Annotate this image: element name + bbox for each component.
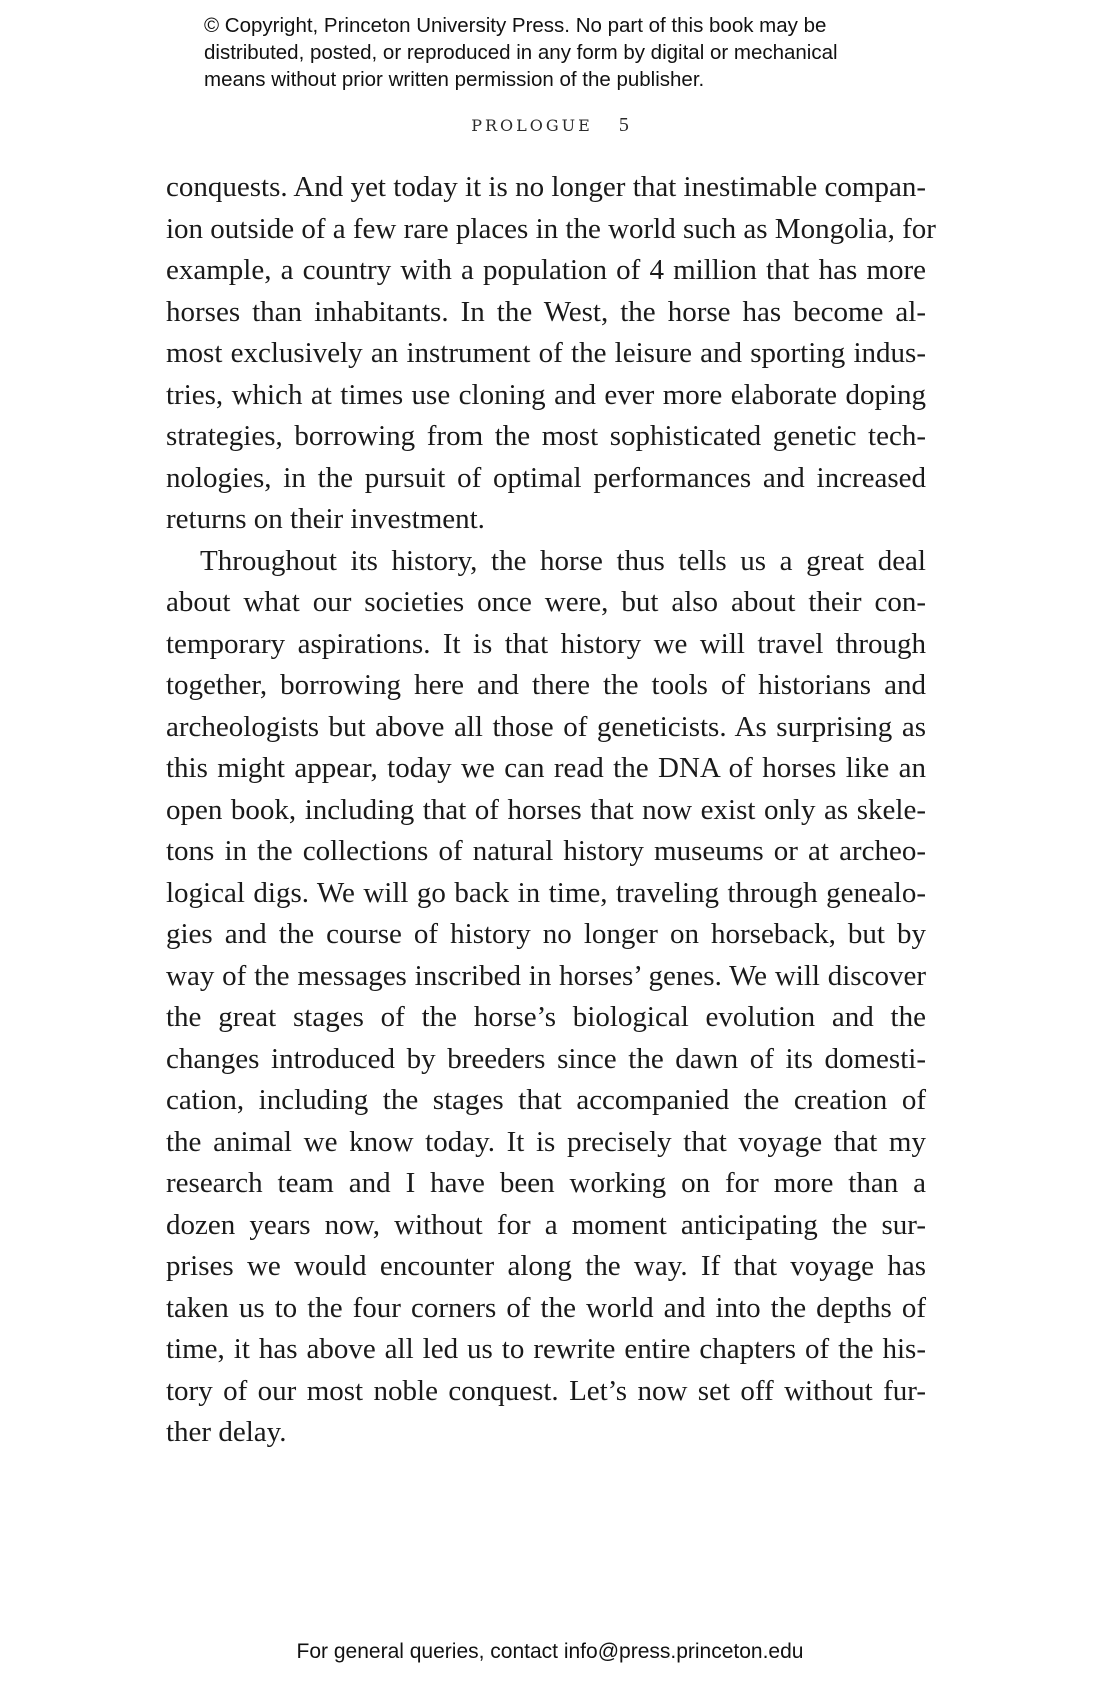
- text-line: open book, including that of horses that now exist only as skele-: [166, 793, 926, 826]
- text-line: conquests. And yet today it is no longer that inestimable compan-: [166, 171, 926, 203]
- paragraph: [166, 541, 926, 1454]
- text-line: dozen years now, without for a moment anticipating the sur-: [166, 1208, 926, 1241]
- text-line: time, it has above all led us to rewrite entire chapters of the his-: [166, 1333, 926, 1365]
- body-text: [166, 167, 936, 1454]
- footer-contact: For general queries, contact info@press.princeton.edu: [296, 1640, 804, 1663]
- text-line: cation, including the stages that accompanied the creation of: [166, 1084, 926, 1116]
- text-line: changes introduced by breeders since the dawn of its domesti-: [166, 1042, 926, 1075]
- text-line: ion outside of a few rare places in the world such as Mongolia, for: [166, 212, 936, 245]
- text-line: way of the messages inscribed in horses’ genes. We will discover: [166, 959, 926, 992]
- page-number: 5: [618, 114, 629, 136]
- text-line: tory of our most noble conquest. Let’s now set off without fur-: [166, 1374, 926, 1407]
- text-line: prises we would encounter along the way. If that voyage has: [166, 1250, 926, 1282]
- text-line: nologies, in the pursuit of optimal performances and increased: [166, 461, 926, 494]
- text-line: returns on their investment.: [166, 503, 485, 535]
- text-line: tries, which at times use cloning and ever more elaborate doping: [166, 378, 926, 411]
- text-line: Throughout its history, the horse thus tells us a great deal: [200, 544, 926, 577]
- text-line: this might appear, today we can read the DNA of horses like an: [166, 752, 926, 784]
- text-line: logical digs. We will go back in time, traveling through genealo-: [166, 876, 926, 909]
- text-line: most exclusively an instrument of the leisure and sporting indus-: [166, 337, 926, 369]
- text-line: archeologists but above all those of geneticists. As surprising as: [166, 710, 926, 743]
- text-line: gies and the course of history no longer on horseback, but by: [166, 918, 926, 950]
- text-line: ther delay.: [166, 1416, 287, 1448]
- text-line: tons in the collections of natural history museums or at archeo-: [166, 835, 926, 867]
- running-head: [0, 114, 1100, 137]
- text-line: the great stages of the horse’s biological evolution and the: [166, 1001, 926, 1033]
- text-line: horses than inhabitants. In the West, the horse has become al-: [166, 295, 926, 328]
- text-line: research team and I have been working on for more than a: [166, 1167, 926, 1199]
- paragraph: [166, 167, 936, 541]
- copyright-line: distributed, posted, or reproduced in any form by digital or mechanical: [204, 41, 838, 64]
- text-line: the animal we know today. It is precisely that voyage that my: [166, 1125, 926, 1158]
- text-line: temporary aspirations. It is that history we will travel through: [166, 627, 926, 660]
- text-line: example, a country with a population of 4 million that has more: [166, 254, 926, 286]
- text-line: taken us to the four corners of the world and into the depths of: [166, 1291, 926, 1324]
- text-line: together, borrowing here and there the tools of historians and: [166, 669, 926, 701]
- copyright-notice: [204, 12, 924, 93]
- copyright-line: means without prior written permission of the publisher.: [204, 68, 705, 91]
- copyright-line: © Copyright, Princeton University Press. No part of this book may be: [204, 14, 827, 37]
- running-head-section: PROLOGUE: [471, 116, 593, 135]
- text-line: about what our societies once were, but also about their con-: [166, 586, 926, 618]
- text-line: strategies, borrowing from the most sophisticated genetic tech-: [166, 420, 926, 452]
